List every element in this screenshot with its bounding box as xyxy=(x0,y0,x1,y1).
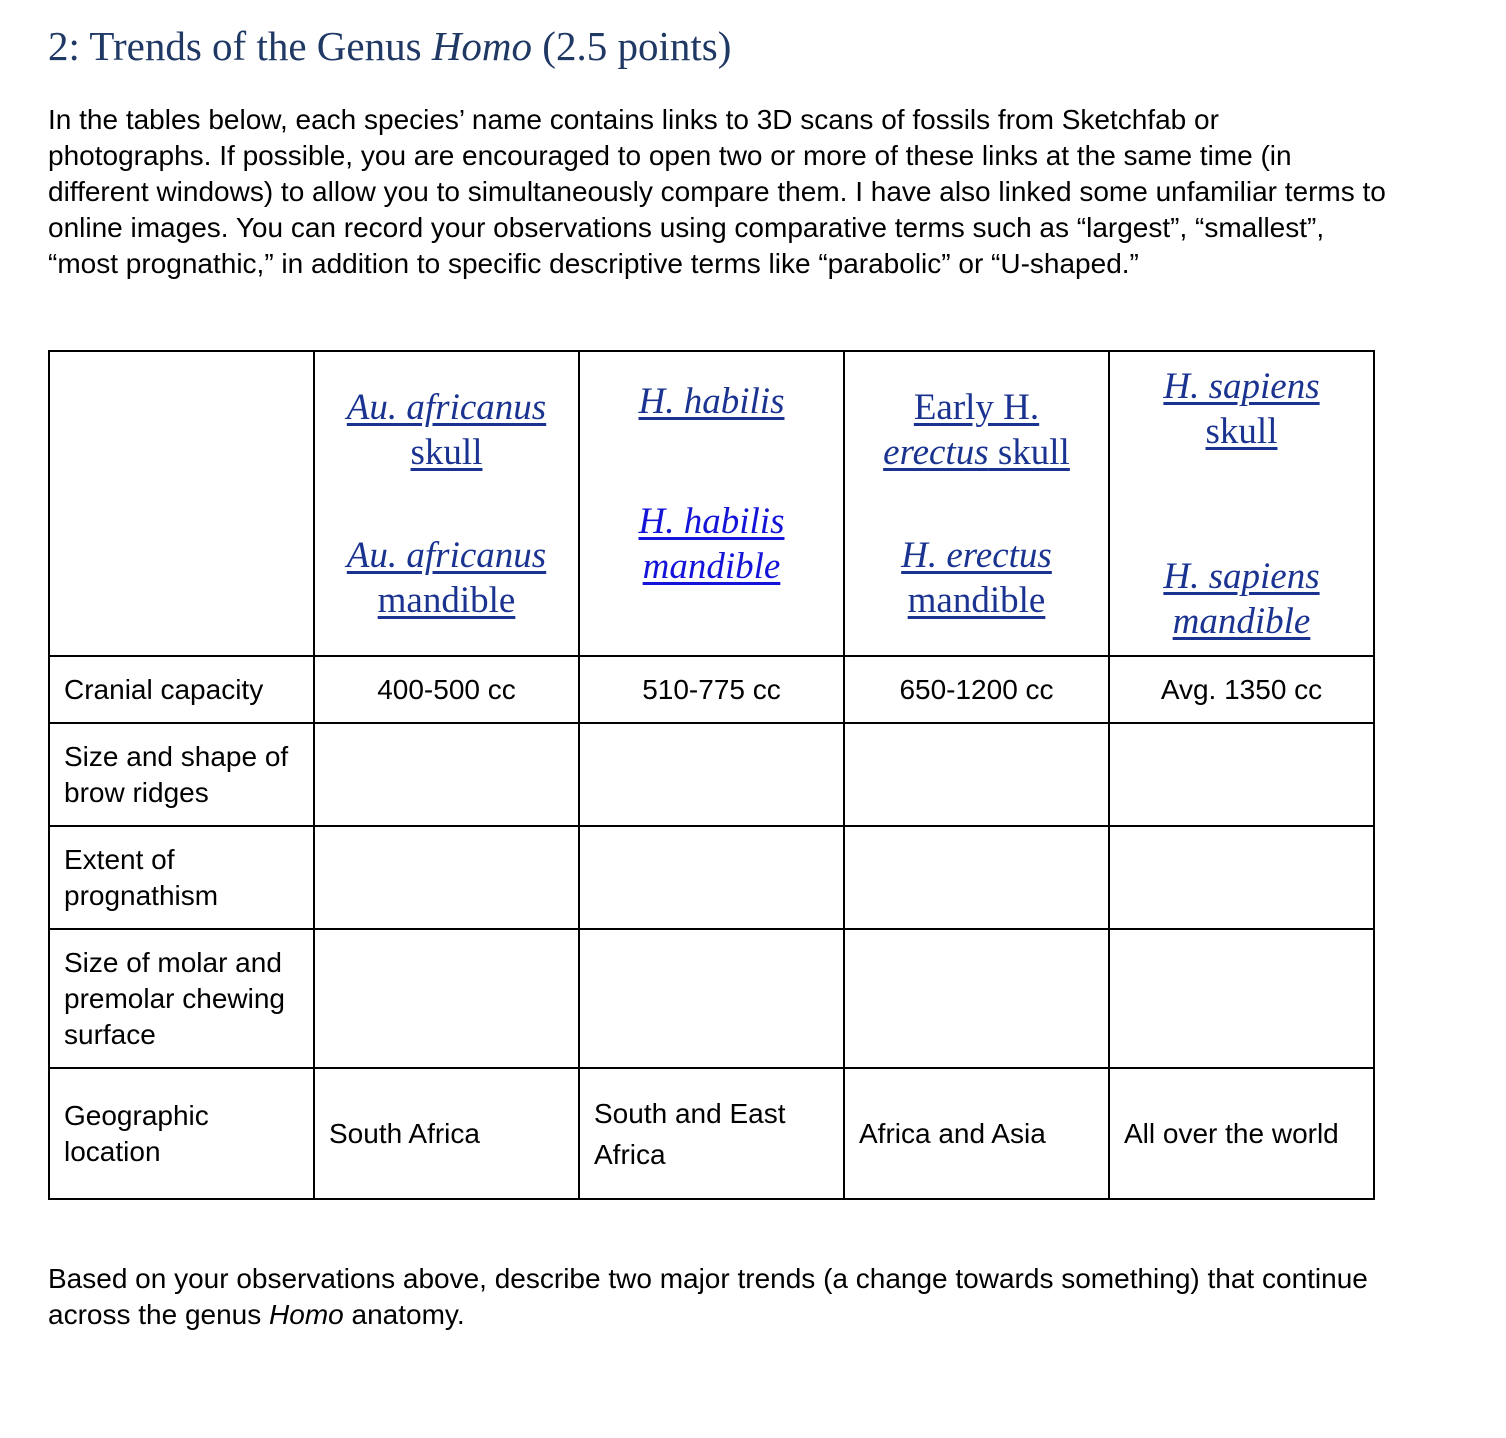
brow-ridges-au-africanus[interactable] xyxy=(314,723,579,826)
h-sapiens-skull-link-line1[interactable]: H. sapiens xyxy=(1163,365,1320,407)
early-h-erectus-skull-link-line1[interactable]: Early H. xyxy=(913,386,1040,428)
closing-text-before: Based on your observations above, describe two major trends (a change towards something) that continue across the genus xyxy=(48,1263,1368,1330)
molar-surface-au-africanus[interactable] xyxy=(314,929,579,1068)
location-h-habilis[interactable]: South and East Africa xyxy=(579,1068,844,1199)
prognathism-au-africanus[interactable] xyxy=(314,826,579,929)
cranial-capacity-h-sapiens[interactable]: Avg. 1350 cc xyxy=(1109,656,1374,723)
h-habilis-mandible-link-line2[interactable]: mandible xyxy=(642,545,781,587)
prognathism-h-habilis[interactable] xyxy=(579,826,844,929)
header-au-africanus xyxy=(314,351,579,656)
row-label-geographic-location: Geographic location xyxy=(49,1068,314,1199)
closing-genus: Homo xyxy=(269,1299,344,1330)
molar-surface-h-erectus[interactable] xyxy=(844,929,1109,1068)
h-sapiens-mandible-link-line1[interactable]: H. sapiens xyxy=(1163,555,1320,597)
heading-suffix: (2.5 points) xyxy=(532,23,732,69)
h-erectus-mandible-link-line2[interactable]: mandible xyxy=(907,579,1046,621)
au-africanus-mandible-link-line1[interactable]: Au. africanus xyxy=(346,534,547,576)
molar-surface-h-sapiens[interactable] xyxy=(1109,929,1374,1068)
row-label-prognathism: Extent of prognathism xyxy=(49,826,314,929)
header-h-sapiens xyxy=(1109,351,1374,656)
row-label-molar-surface: Size of molar and premolar chewing surface xyxy=(49,929,314,1068)
au-africanus-skull-link-line1[interactable]: Au. africanus xyxy=(346,386,547,428)
h-sapiens-mandible-link-line2[interactable]: mandible xyxy=(1172,600,1311,642)
cranial-capacity-h-habilis[interactable]: 510-775 cc xyxy=(579,656,844,723)
h-habilis-skull-link[interactable]: H. habilis xyxy=(638,380,785,422)
brow-ridges-h-sapiens[interactable] xyxy=(1109,723,1374,826)
prognathism-h-erectus[interactable] xyxy=(844,826,1109,929)
table-header-row xyxy=(49,351,1374,656)
header-h-erectus xyxy=(844,351,1109,656)
early-h-erectus-skull-link-line2[interactable]: erectus skull xyxy=(883,431,1070,473)
intro-paragraph: In the tables below, each species’ name contains links to 3D scans of fossils from Sketchfab or photographs. If possible, you are encouraged to open two or more of these links at the same time (in different windows) to allow you to simultaneously compare them. I have also linked some unfamiliar terms to online images. You can record your observations using comparative terms such as “largest”, “smallest”, “most prognathic,” in addition to specific descriptive terms like “parabolic” or “U-shaped.” xyxy=(48,104,1386,279)
table-row xyxy=(49,656,1374,723)
observation-table xyxy=(48,350,1375,1200)
h-erectus-mandible-link-line1[interactable]: H. erectus xyxy=(901,534,1052,576)
location-au-africanus[interactable]: South Africa xyxy=(314,1068,579,1199)
location-h-erectus[interactable]: Africa and Asia xyxy=(844,1068,1109,1199)
molar-surface-h-habilis[interactable] xyxy=(579,929,844,1068)
table-row xyxy=(49,929,1374,1068)
section-heading xyxy=(48,22,731,70)
heading-prefix: 2: Trends of the Genus xyxy=(48,23,432,69)
row-label-cranial-capacity: Cranial capacity xyxy=(49,656,314,723)
h-habilis-mandible-link-line1[interactable]: H. habilis xyxy=(638,500,785,542)
brow-ridges-h-habilis[interactable] xyxy=(579,723,844,826)
cranial-capacity-au-africanus[interactable]: 400-500 cc xyxy=(314,656,579,723)
location-h-sapiens[interactable]: All over the world xyxy=(1109,1068,1374,1199)
header-empty-cell xyxy=(49,351,314,656)
brow-ridges-h-erectus[interactable] xyxy=(844,723,1109,826)
closing-question xyxy=(48,1261,1388,1333)
au-africanus-skull-link-line2[interactable]: skull xyxy=(410,431,483,473)
table-row xyxy=(49,826,1374,929)
cranial-capacity-h-erectus[interactable]: 650-1200 cc xyxy=(844,656,1109,723)
au-africanus-mandible-link-line2[interactable]: mandible xyxy=(377,579,516,621)
heading-genus: Homo xyxy=(431,23,533,69)
h-sapiens-skull-link-line2[interactable]: skull xyxy=(1205,410,1278,452)
row-label-brow-ridges: Size and shape of brow ridges xyxy=(49,723,314,826)
header-h-habilis xyxy=(579,351,844,656)
table-row xyxy=(49,1068,1374,1199)
closing-text-after: anatomy. xyxy=(343,1299,465,1330)
table-row xyxy=(49,723,1374,826)
prognathism-h-sapiens[interactable] xyxy=(1109,826,1374,929)
